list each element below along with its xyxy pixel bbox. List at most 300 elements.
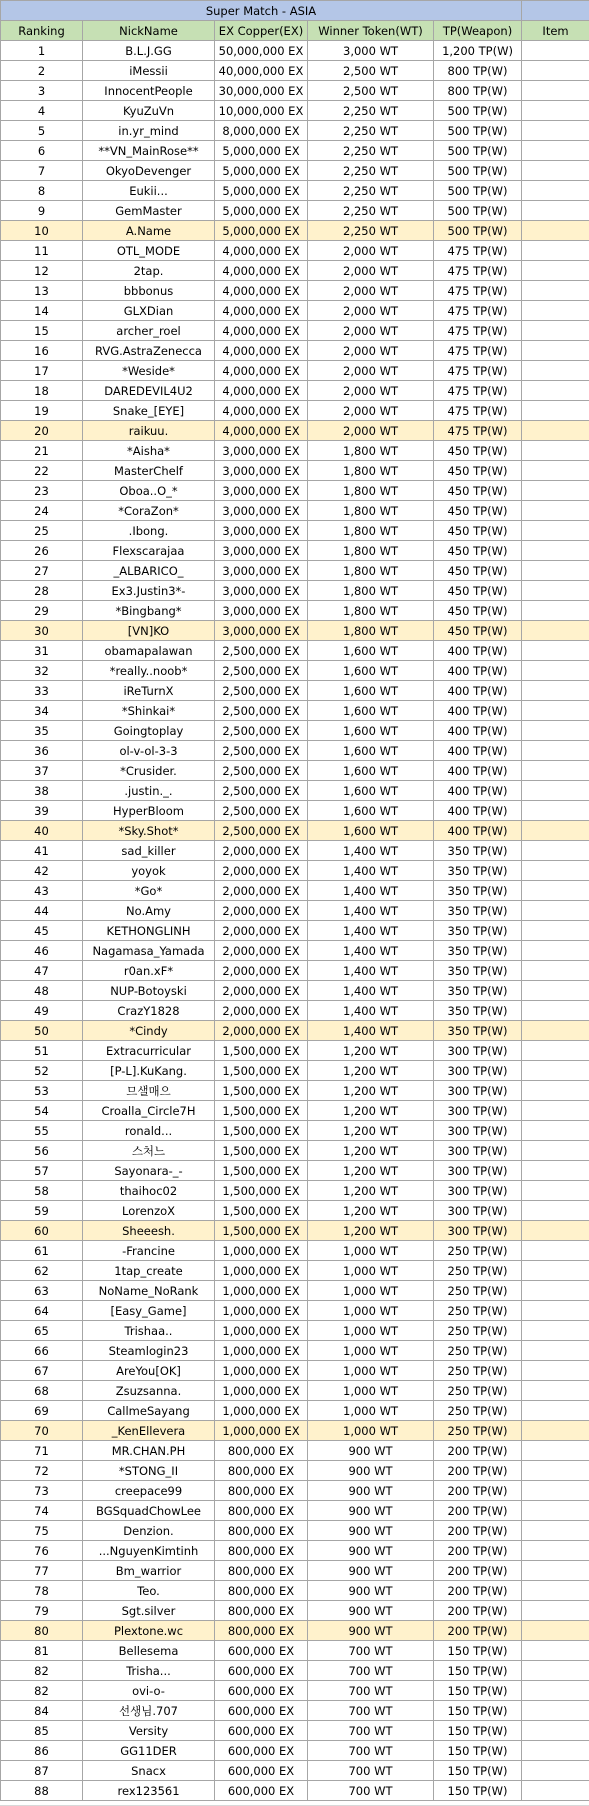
cell-item[interactable] xyxy=(522,701,589,721)
cell-ranking[interactable]: 85 xyxy=(1,1721,83,1741)
cell-item[interactable] xyxy=(522,521,589,541)
cell-nickname[interactable]: [P-L].KuKang. xyxy=(83,1061,215,1081)
cell-ranking[interactable]: 48 xyxy=(1,981,83,1001)
cell-winner-token[interactable]: 900 WT xyxy=(308,1601,434,1621)
cell-item[interactable] xyxy=(522,541,589,561)
cell-item[interactable] xyxy=(522,1661,589,1681)
cell-winner-token[interactable]: 2,000 WT xyxy=(308,401,434,421)
cell-item[interactable] xyxy=(522,1201,589,1221)
cell-ex-copper[interactable]: 600,000 EX xyxy=(215,1681,308,1701)
cell-tp-weapon[interactable]: 150 TP(W) xyxy=(434,1781,522,1801)
cell-winner-token[interactable]: 1,200 WT xyxy=(308,1221,434,1241)
cell-winner-token[interactable]: 900 WT xyxy=(308,1621,434,1641)
cell-ex-copper[interactable]: 3,000,000 EX xyxy=(215,581,308,601)
cell-nickname[interactable]: [VN]KO xyxy=(83,621,215,641)
cell-ex-copper[interactable]: 1,500,000 EX xyxy=(215,1201,308,1221)
cell-ex-copper[interactable]: 4,000,000 EX xyxy=(215,241,308,261)
cell-item[interactable] xyxy=(522,1521,589,1541)
cell-tp-weapon[interactable]: 350 TP(W) xyxy=(434,901,522,921)
cell-tp-weapon[interactable]: 400 TP(W) xyxy=(434,821,522,841)
cell-ex-copper[interactable]: 3,000,000 EX xyxy=(215,621,308,641)
cell-nickname[interactable]: Sayonara-_- xyxy=(83,1161,215,1181)
cell-winner-token[interactable]: 1,400 WT xyxy=(308,961,434,981)
cell-nickname[interactable]: Denzion. xyxy=(83,1521,215,1541)
cell-tp-weapon[interactable]: 150 TP(W) xyxy=(434,1741,522,1761)
cell-tp-weapon[interactable]: 250 TP(W) xyxy=(434,1281,522,1301)
cell-ranking[interactable]: 16 xyxy=(1,341,83,361)
cell-ranking[interactable]: 35 xyxy=(1,721,83,741)
cell-ranking[interactable]: 74 xyxy=(1,1501,83,1521)
cell-ranking[interactable]: 77 xyxy=(1,1561,83,1581)
cell-tp-weapon[interactable]: 500 TP(W) xyxy=(434,161,522,181)
cell-item[interactable] xyxy=(522,801,589,821)
cell-item[interactable] xyxy=(522,1241,589,1261)
cell-ex-copper[interactable]: 600,000 EX xyxy=(215,1641,308,1661)
cell-ranking[interactable]: 47 xyxy=(1,961,83,981)
cell-winner-token[interactable]: 1,000 WT xyxy=(308,1241,434,1261)
cell-item[interactable] xyxy=(522,961,589,981)
cell-ranking[interactable]: 60 xyxy=(1,1221,83,1241)
header-item[interactable]: Item xyxy=(522,21,589,41)
cell-item[interactable] xyxy=(522,1301,589,1321)
cell-tp-weapon[interactable]: 500 TP(W) xyxy=(434,101,522,121)
cell-tp-weapon[interactable]: 400 TP(W) xyxy=(434,641,522,661)
cell-ranking[interactable]: 58 xyxy=(1,1181,83,1201)
cell-tp-weapon[interactable]: 475 TP(W) xyxy=(434,341,522,361)
cell-tp-weapon[interactable]: 475 TP(W) xyxy=(434,301,522,321)
cell-ex-copper[interactable]: 800,000 EX xyxy=(215,1541,308,1561)
cell-item[interactable] xyxy=(522,821,589,841)
cell-tp-weapon[interactable]: 1,200 TP(W) xyxy=(434,41,522,61)
cell-winner-token[interactable]: 1,200 WT xyxy=(308,1081,434,1101)
cell-tp-weapon[interactable]: 800 TP(W) xyxy=(434,61,522,81)
cell-nickname[interactable]: [Easy_Game] xyxy=(83,1301,215,1321)
cell-tp-weapon[interactable]: 350 TP(W) xyxy=(434,1021,522,1041)
cell-tp-weapon[interactable]: 150 TP(W) xyxy=(434,1661,522,1681)
cell-ex-copper[interactable]: 1,500,000 EX xyxy=(215,1081,308,1101)
cell-ranking[interactable]: 51 xyxy=(1,1041,83,1061)
cell-nickname[interactable]: Trishaa.. xyxy=(83,1321,215,1341)
cell-tp-weapon[interactable]: 300 TP(W) xyxy=(434,1161,522,1181)
cell-winner-token[interactable]: 2,000 WT xyxy=(308,361,434,381)
cell-tp-weapon[interactable]: 250 TP(W) xyxy=(434,1401,522,1421)
cell-ranking[interactable]: 3 xyxy=(1,81,83,101)
cell-ranking[interactable]: 40 xyxy=(1,821,83,841)
cell-ex-copper[interactable]: 2,500,000 EX xyxy=(215,801,308,821)
cell-tp-weapon[interactable]: 300 TP(W) xyxy=(434,1221,522,1241)
cell-ex-copper[interactable]: 2,000,000 EX xyxy=(215,881,308,901)
cell-winner-token[interactable]: 1,800 WT xyxy=(308,601,434,621)
cell-ranking[interactable]: 36 xyxy=(1,741,83,761)
sheet-title[interactable]: Super Match - ASIA xyxy=(1,1,522,21)
cell-item[interactable] xyxy=(522,1581,589,1601)
cell-item[interactable] xyxy=(522,401,589,421)
cell-item[interactable] xyxy=(522,861,589,881)
cell-ex-copper[interactable]: 600,000 EX xyxy=(215,1721,308,1741)
cell-nickname[interactable]: *Sky.Shot* xyxy=(83,821,215,841)
cell-tp-weapon[interactable]: 450 TP(W) xyxy=(434,581,522,601)
cell-ranking[interactable]: 56 xyxy=(1,1141,83,1161)
cell-item[interactable] xyxy=(522,841,589,861)
cell-tp-weapon[interactable]: 150 TP(W) xyxy=(434,1641,522,1661)
cell-tp-weapon[interactable]: 250 TP(W) xyxy=(434,1361,522,1381)
cell-ranking[interactable]: 82 xyxy=(1,1661,83,1681)
cell-winner-token[interactable]: 1,400 WT xyxy=(308,1001,434,1021)
cell-ex-copper[interactable]: 2,000,000 EX xyxy=(215,1001,308,1021)
cell-nickname[interactable]: ...NguyenKimtinh xyxy=(83,1541,215,1561)
cell-item[interactable] xyxy=(522,1441,589,1461)
cell-ex-copper[interactable]: 1,000,000 EX xyxy=(215,1261,308,1281)
cell-nickname[interactable]: *STONG_II xyxy=(83,1461,215,1481)
cell-winner-token[interactable]: 2,250 WT xyxy=(308,101,434,121)
cell-ranking[interactable]: 18 xyxy=(1,381,83,401)
cell-tp-weapon[interactable]: 450 TP(W) xyxy=(434,521,522,541)
cell-ex-copper[interactable]: 1,000,000 EX xyxy=(215,1241,308,1261)
cell-ex-copper[interactable]: 800,000 EX xyxy=(215,1461,308,1481)
cell-item[interactable] xyxy=(522,1381,589,1401)
cell-item[interactable] xyxy=(522,421,589,441)
cell-ranking[interactable]: 37 xyxy=(1,761,83,781)
cell-ranking[interactable]: 33 xyxy=(1,681,83,701)
cell-ranking[interactable]: 28 xyxy=(1,581,83,601)
cell-nickname[interactable]: *CoraZon* xyxy=(83,501,215,521)
cell-tp-weapon[interactable]: 200 TP(W) xyxy=(434,1441,522,1461)
cell-tp-weapon[interactable]: 200 TP(W) xyxy=(434,1541,522,1561)
cell-winner-token[interactable]: 1,600 WT xyxy=(308,821,434,841)
cell-nickname[interactable]: 2tap. xyxy=(83,261,215,281)
cell-item[interactable] xyxy=(522,1081,589,1101)
cell-tp-weapon[interactable]: 250 TP(W) xyxy=(434,1301,522,1321)
cell-winner-token[interactable]: 1,400 WT xyxy=(308,901,434,921)
cell-tp-weapon[interactable]: 150 TP(W) xyxy=(434,1721,522,1741)
cell-winner-token[interactable]: 1,600 WT xyxy=(308,681,434,701)
cell-ex-copper[interactable]: 1,000,000 EX xyxy=(215,1321,308,1341)
cell-item[interactable] xyxy=(522,341,589,361)
cell-nickname[interactable]: *Crusider. xyxy=(83,761,215,781)
cell-winner-token[interactable]: 1,400 WT xyxy=(308,1021,434,1041)
cell-ranking[interactable]: 26 xyxy=(1,541,83,561)
cell-nickname[interactable]: Extracurricular xyxy=(83,1041,215,1061)
cell-nickname[interactable]: ol-v-ol-3-3 xyxy=(83,741,215,761)
cell-nickname[interactable]: NUP-Botoyski xyxy=(83,981,215,1001)
cell-tp-weapon[interactable]: 500 TP(W) xyxy=(434,221,522,241)
cell-item[interactable] xyxy=(522,61,589,81)
cell-item[interactable] xyxy=(522,981,589,1001)
cell-winner-token[interactable]: 2,000 WT xyxy=(308,381,434,401)
cell-tp-weapon[interactable]: 200 TP(W) xyxy=(434,1461,522,1481)
cell-nickname[interactable]: iReTurnX xyxy=(83,681,215,701)
cell-winner-token[interactable]: 1,200 WT xyxy=(308,1041,434,1061)
cell-ranking[interactable]: 31 xyxy=(1,641,83,661)
cell-item[interactable] xyxy=(522,261,589,281)
cell-tp-weapon[interactable]: 475 TP(W) xyxy=(434,381,522,401)
cell-item[interactable] xyxy=(522,561,589,581)
cell-winner-token[interactable]: 1,200 WT xyxy=(308,1161,434,1181)
cell-ranking[interactable]: 70 xyxy=(1,1421,83,1441)
cell-item[interactable] xyxy=(522,1001,589,1021)
cell-nickname[interactable]: *Cindy xyxy=(83,1021,215,1041)
cell-item[interactable] xyxy=(522,1021,589,1041)
cell-ranking[interactable]: 9 xyxy=(1,201,83,221)
cell-nickname[interactable]: CallmeSayang xyxy=(83,1401,215,1421)
cell-nickname[interactable]: Versity xyxy=(83,1721,215,1741)
cell-nickname[interactable]: CrazY1828 xyxy=(83,1001,215,1021)
cell-ex-copper[interactable]: 1,000,000 EX xyxy=(215,1361,308,1381)
cell-item[interactable] xyxy=(522,81,589,101)
cell-ex-copper[interactable]: 1,500,000 EX xyxy=(215,1181,308,1201)
cell-tp-weapon[interactable]: 350 TP(W) xyxy=(434,981,522,1001)
cell-winner-token[interactable]: 2,000 WT xyxy=(308,301,434,321)
cell-winner-token[interactable]: 1,800 WT xyxy=(308,621,434,641)
cell-ex-copper[interactable]: 4,000,000 EX xyxy=(215,421,308,441)
cell-tp-weapon[interactable]: 300 TP(W) xyxy=(434,1081,522,1101)
cell-ex-copper[interactable]: 800,000 EX xyxy=(215,1581,308,1601)
cell-item[interactable] xyxy=(522,201,589,221)
cell-winner-token[interactable]: 1,400 WT xyxy=(308,941,434,961)
cell-winner-token[interactable]: 2,000 WT xyxy=(308,341,434,361)
cell-ranking[interactable]: 79 xyxy=(1,1601,83,1621)
cell-ranking[interactable]: 10 xyxy=(1,221,83,241)
cell-winner-token[interactable]: 700 WT xyxy=(308,1721,434,1741)
cell-item[interactable] xyxy=(522,641,589,661)
cell-nickname[interactable]: Snacx xyxy=(83,1761,215,1781)
cell-ex-copper[interactable]: 1,500,000 EX xyxy=(215,1121,308,1141)
cell-tp-weapon[interactable]: 350 TP(W) xyxy=(434,1001,522,1021)
cell-nickname[interactable]: _ALBARICO_ xyxy=(83,561,215,581)
cell-tp-weapon[interactable]: 450 TP(W) xyxy=(434,461,522,481)
cell-tp-weapon[interactable]: 475 TP(W) xyxy=(434,361,522,381)
cell-winner-token[interactable]: 900 WT xyxy=(308,1441,434,1461)
cell-item[interactable] xyxy=(522,1161,589,1181)
cell-ex-copper[interactable]: 2,500,000 EX xyxy=(215,641,308,661)
cell-tp-weapon[interactable]: 300 TP(W) xyxy=(434,1201,522,1221)
cell-winner-token[interactable]: 1,000 WT xyxy=(308,1301,434,1321)
cell-winner-token[interactable]: 2,500 WT xyxy=(308,61,434,81)
cell-ex-copper[interactable]: 3,000,000 EX xyxy=(215,441,308,461)
cell-tp-weapon[interactable]: 500 TP(W) xyxy=(434,181,522,201)
cell-tp-weapon[interactable]: 475 TP(W) xyxy=(434,421,522,441)
cell-ex-copper[interactable]: 10,000,000 EX xyxy=(215,101,308,121)
cell-winner-token[interactable]: 1,400 WT xyxy=(308,981,434,1001)
cell-item[interactable] xyxy=(522,1461,589,1481)
cell-ex-copper[interactable]: 600,000 EX xyxy=(215,1661,308,1681)
cell-nickname[interactable]: NoName_NoRank xyxy=(83,1281,215,1301)
cell-ex-copper[interactable]: 2,000,000 EX xyxy=(215,861,308,881)
cell-ex-copper[interactable]: 800,000 EX xyxy=(215,1621,308,1641)
cell-ex-copper[interactable]: 2,500,000 EX xyxy=(215,741,308,761)
cell-item[interactable] xyxy=(522,581,589,601)
cell-nickname[interactable]: *Go* xyxy=(83,881,215,901)
cell-ranking[interactable]: 23 xyxy=(1,481,83,501)
cell-tp-weapon[interactable]: 450 TP(W) xyxy=(434,561,522,581)
cell-ex-copper[interactable]: 2,500,000 EX xyxy=(215,701,308,721)
cell-winner-token[interactable]: 1,600 WT xyxy=(308,761,434,781)
cell-winner-token[interactable]: 900 WT xyxy=(308,1521,434,1541)
cell-nickname[interactable]: HyperBloom xyxy=(83,801,215,821)
cell-nickname[interactable]: Ex3.Justin3*- xyxy=(83,581,215,601)
cell-winner-token[interactable]: 1,000 WT xyxy=(308,1341,434,1361)
cell-nickname[interactable]: sad_killer xyxy=(83,841,215,861)
cell-ex-copper[interactable]: 800,000 EX xyxy=(215,1601,308,1621)
cell-ex-copper[interactable]: 2,000,000 EX xyxy=(215,961,308,981)
cell-ranking[interactable]: 14 xyxy=(1,301,83,321)
cell-nickname[interactable]: KETHONGLINH xyxy=(83,921,215,941)
cell-ex-copper[interactable]: 2,000,000 EX xyxy=(215,1021,308,1041)
cell-winner-token[interactable]: 2,250 WT xyxy=(308,121,434,141)
cell-nickname[interactable]: 스처느 xyxy=(83,1141,215,1161)
cell-ex-copper[interactable]: 1,000,000 EX xyxy=(215,1341,308,1361)
cell-tp-weapon[interactable]: 450 TP(W) xyxy=(434,621,522,641)
cell-ex-copper[interactable]: 3,000,000 EX xyxy=(215,601,308,621)
cell-item[interactable] xyxy=(522,1601,589,1621)
cell-ex-copper[interactable]: 800,000 EX xyxy=(215,1481,308,1501)
cell-ranking[interactable]: 45 xyxy=(1,921,83,941)
cell-winner-token[interactable]: 2,250 WT xyxy=(308,221,434,241)
header-winner-token[interactable]: Winner Token(WT) xyxy=(308,21,434,41)
cell-tp-weapon[interactable]: 400 TP(W) xyxy=(434,701,522,721)
cell-item[interactable] xyxy=(522,601,589,621)
cell-ranking[interactable]: 2 xyxy=(1,61,83,81)
cell-item[interactable] xyxy=(522,1041,589,1061)
cell-winner-token[interactable]: 1,000 WT xyxy=(308,1321,434,1341)
cell-winner-token[interactable]: 1,600 WT xyxy=(308,781,434,801)
cell-ex-copper[interactable]: 2,000,000 EX xyxy=(215,981,308,1001)
cell-nickname[interactable]: DAREDEVIL4U2 xyxy=(83,381,215,401)
cell-nickname[interactable]: *really..noob* xyxy=(83,661,215,681)
cell-ex-copper[interactable]: 1,500,000 EX xyxy=(215,1101,308,1121)
cell-item[interactable] xyxy=(522,1741,589,1761)
cell-ex-copper[interactable]: 1,500,000 EX xyxy=(215,1061,308,1081)
cell-ranking[interactable]: 15 xyxy=(1,321,83,341)
cell-ex-copper[interactable]: 30,000,000 EX xyxy=(215,81,308,101)
cell-tp-weapon[interactable]: 350 TP(W) xyxy=(434,841,522,861)
cell-nickname[interactable]: ovi-o- xyxy=(83,1681,215,1701)
cell-ex-copper[interactable]: 800,000 EX xyxy=(215,1521,308,1541)
cell-winner-token[interactable]: 1,600 WT xyxy=(308,701,434,721)
cell-tp-weapon[interactable]: 250 TP(W) xyxy=(434,1421,522,1441)
cell-ranking[interactable]: 17 xyxy=(1,361,83,381)
cell-ranking[interactable]: 1 xyxy=(1,41,83,61)
cell-item[interactable] xyxy=(522,1061,589,1081)
cell-winner-token[interactable]: 700 WT xyxy=(308,1641,434,1661)
cell-tp-weapon[interactable]: 450 TP(W) xyxy=(434,601,522,621)
cell-nickname[interactable]: MasterChelf xyxy=(83,461,215,481)
cell-ranking[interactable]: 88 xyxy=(1,1781,83,1801)
cell-item[interactable] xyxy=(522,1101,589,1121)
cell-nickname[interactable]: Eukii... xyxy=(83,181,215,201)
cell-winner-token[interactable]: 3,000 WT xyxy=(308,41,434,61)
cell-winner-token[interactable]: 700 WT xyxy=(308,1761,434,1781)
cell-item[interactable] xyxy=(522,1761,589,1781)
cell-item[interactable] xyxy=(522,461,589,481)
cell-winner-token[interactable]: 1,000 WT xyxy=(308,1381,434,1401)
cell-ranking[interactable]: 12 xyxy=(1,261,83,281)
cell-ex-copper[interactable]: 800,000 EX xyxy=(215,1561,308,1581)
cell-ranking[interactable]: 68 xyxy=(1,1381,83,1401)
cell-item[interactable] xyxy=(522,1361,589,1381)
cell-nickname[interactable]: LorenzoX xyxy=(83,1201,215,1221)
cell-ex-copper[interactable]: 2,000,000 EX xyxy=(215,841,308,861)
cell-ranking[interactable]: 38 xyxy=(1,781,83,801)
cell-winner-token[interactable]: 1,000 WT xyxy=(308,1281,434,1301)
cell-nickname[interactable]: 선생님.707 xyxy=(83,1701,215,1721)
cell-ranking[interactable]: 19 xyxy=(1,401,83,421)
cell-nickname[interactable]: Zsuzsanna. xyxy=(83,1381,215,1401)
cell-tp-weapon[interactable]: 200 TP(W) xyxy=(434,1521,522,1541)
header-ex-copper[interactable]: EX Copper(EX) xyxy=(215,21,308,41)
cell-tp-weapon[interactable]: 200 TP(W) xyxy=(434,1581,522,1601)
cell-ex-copper[interactable]: 600,000 EX xyxy=(215,1741,308,1761)
cell-ranking[interactable]: 80 xyxy=(1,1621,83,1641)
cell-winner-token[interactable]: 900 WT xyxy=(308,1541,434,1561)
cell-nickname[interactable]: **VN_MainRose** xyxy=(83,141,215,161)
cell-nickname[interactable]: OTL_MODE xyxy=(83,241,215,261)
cell-ex-copper[interactable]: 5,000,000 EX xyxy=(215,181,308,201)
cell-tp-weapon[interactable]: 250 TP(W) xyxy=(434,1241,522,1261)
cell-ranking[interactable]: 13 xyxy=(1,281,83,301)
cell-tp-weapon[interactable]: 300 TP(W) xyxy=(434,1141,522,1161)
cell-nickname[interactable]: Nagamasa_Yamada xyxy=(83,941,215,961)
cell-nickname[interactable]: GemMaster xyxy=(83,201,215,221)
cell-ranking[interactable]: 39 xyxy=(1,801,83,821)
cell-tp-weapon[interactable]: 475 TP(W) xyxy=(434,281,522,301)
cell-ex-copper[interactable]: 1,000,000 EX xyxy=(215,1421,308,1441)
cell-item[interactable] xyxy=(522,1121,589,1141)
cell-ranking[interactable]: 55 xyxy=(1,1121,83,1141)
cell-nickname[interactable]: B.L.J.GG xyxy=(83,41,215,61)
cell-nickname[interactable]: GG11DER xyxy=(83,1741,215,1761)
cell-tp-weapon[interactable]: 450 TP(W) xyxy=(434,441,522,461)
cell-ranking[interactable]: 69 xyxy=(1,1401,83,1421)
header-ranking[interactable]: Ranking xyxy=(1,21,83,41)
cell-winner-token[interactable]: 2,250 WT xyxy=(308,181,434,201)
cell-nickname[interactable]: r0an.xF* xyxy=(83,961,215,981)
cell-item[interactable] xyxy=(522,301,589,321)
cell-ex-copper[interactable]: 3,000,000 EX xyxy=(215,541,308,561)
cell-item[interactable] xyxy=(522,941,589,961)
cell-ranking[interactable]: 25 xyxy=(1,521,83,541)
cell-ranking[interactable]: 21 xyxy=(1,441,83,461)
cell-nickname[interactable]: 므샐매으 xyxy=(83,1081,215,1101)
header-nickname[interactable]: NickName xyxy=(83,21,215,41)
cell-nickname[interactable]: 1tap_create xyxy=(83,1261,215,1281)
cell-tp-weapon[interactable]: 450 TP(W) xyxy=(434,481,522,501)
cell-item[interactable] xyxy=(522,1481,589,1501)
cell-item[interactable] xyxy=(522,381,589,401)
cell-ex-copper[interactable]: 1,000,000 EX xyxy=(215,1401,308,1421)
cell-nickname[interactable]: Flexscarajaa xyxy=(83,541,215,561)
cell-item[interactable] xyxy=(522,761,589,781)
cell-ranking[interactable]: 71 xyxy=(1,1441,83,1461)
cell-item[interactable] xyxy=(522,121,589,141)
cell-winner-token[interactable]: 2,250 WT xyxy=(308,201,434,221)
cell-ex-copper[interactable]: 2,000,000 EX xyxy=(215,921,308,941)
cell-nickname[interactable]: bbbonus xyxy=(83,281,215,301)
cell-winner-token[interactable]: 1,800 WT xyxy=(308,441,434,461)
cell-item[interactable] xyxy=(522,1641,589,1661)
cell-winner-token[interactable]: 1,200 WT xyxy=(308,1141,434,1161)
cell-winner-token[interactable]: 1,200 WT xyxy=(308,1101,434,1121)
cell-ranking[interactable]: 20 xyxy=(1,421,83,441)
cell-ex-copper[interactable]: 2,500,000 EX xyxy=(215,781,308,801)
cell-ex-copper[interactable]: 50,000,000 EX xyxy=(215,41,308,61)
cell-nickname[interactable]: KyuZuVn xyxy=(83,101,215,121)
cell-ranking[interactable]: 53 xyxy=(1,1081,83,1101)
cell-winner-token[interactable]: 2,000 WT xyxy=(308,241,434,261)
cell-ex-copper[interactable]: 1,000,000 EX xyxy=(215,1301,308,1321)
cell-winner-token[interactable]: 1,000 WT xyxy=(308,1401,434,1421)
cell-tp-weapon[interactable]: 150 TP(W) xyxy=(434,1761,522,1781)
